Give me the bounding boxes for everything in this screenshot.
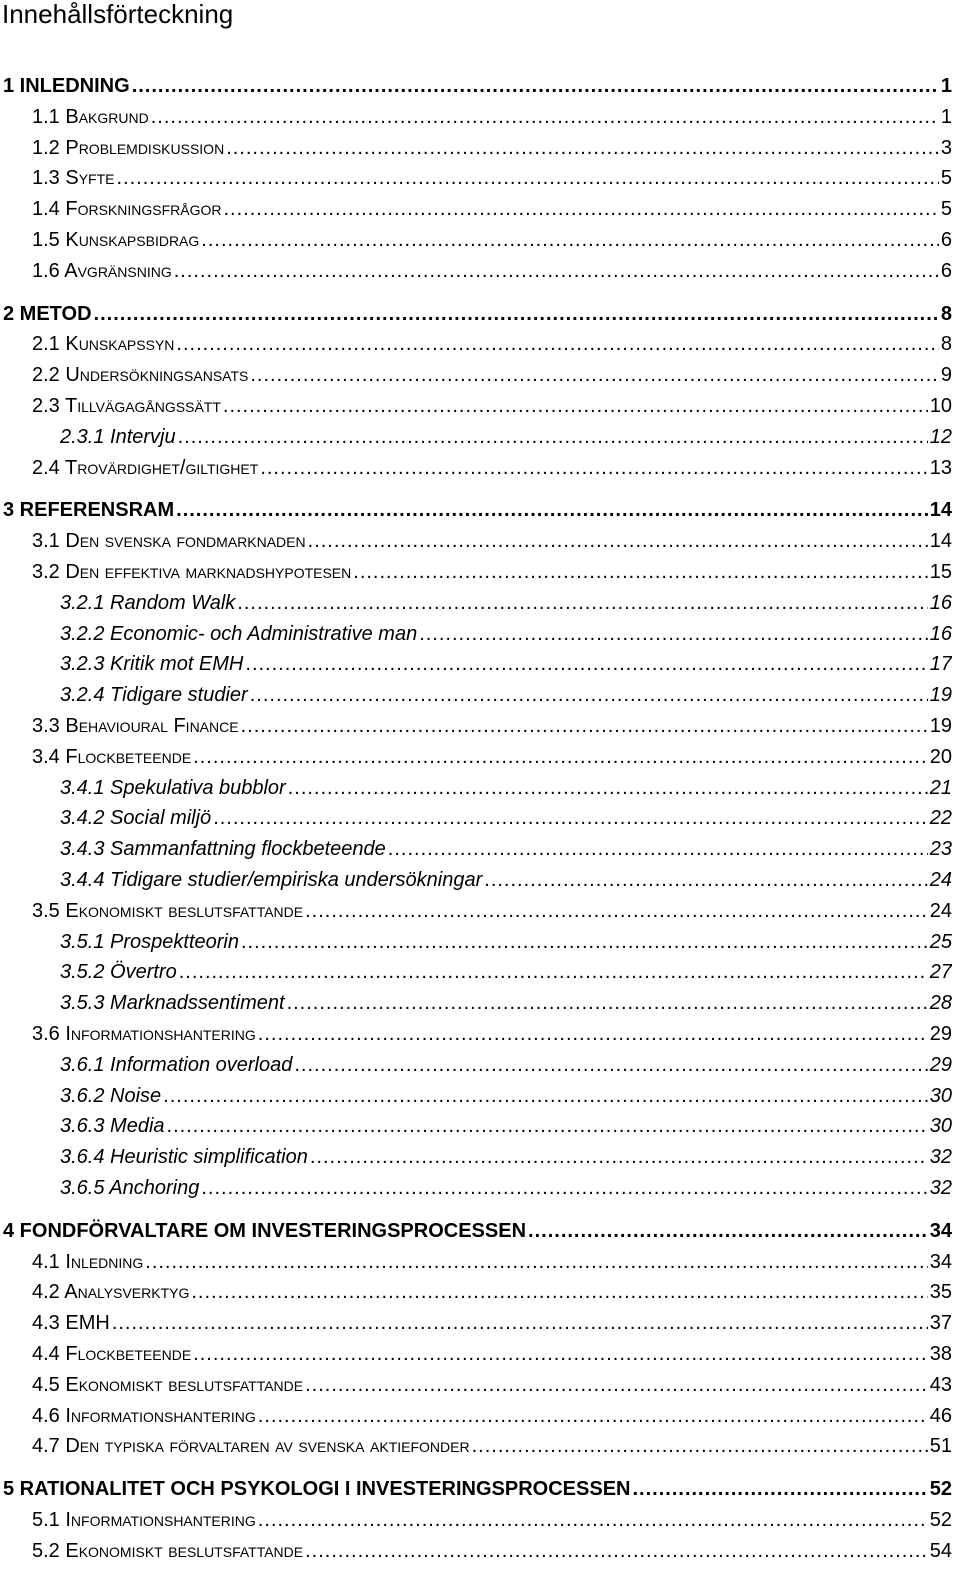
toc-entry[interactable] [0, 1475, 952, 1501]
dot-leader [151, 105, 939, 129]
toc-entry-page-number: 32 [929, 1146, 952, 1169]
toc-entry-page-number: 29 [929, 1023, 952, 1045]
toc-entry[interactable] [0, 496, 952, 522]
toc-entry[interactable] [0, 958, 952, 984]
toc-entry[interactable] [0, 72, 952, 98]
dot-leader [250, 363, 939, 387]
toc-entry-page-number: 52 [929, 1478, 952, 1501]
toc-entry[interactable] [0, 330, 952, 356]
toc-entry[interactable] [0, 897, 952, 923]
toc-entry-page-number: 3 [940, 136, 952, 159]
dot-leader [223, 197, 938, 221]
dot-leader [174, 259, 939, 283]
toc-entry-page-number: 54 [929, 1539, 952, 1562]
toc-entry-page-number: 6 [940, 229, 952, 251]
toc-entry-title: 3.3 Behavioural Finance [32, 715, 239, 737]
dot-leader [484, 868, 927, 892]
dot-leader [305, 899, 928, 923]
toc-entry-title: 4.7 Den typiska förvaltaren av svenska aktiefonder [32, 1435, 470, 1458]
toc-entry[interactable] [0, 226, 952, 252]
toc-entry-title: 5 RATIONALITET OCH PSYKOLOGI I INVESTERINGSPROCESSEN [3, 1478, 631, 1501]
toc-entry-page-number: 22 [929, 807, 952, 830]
toc-entry[interactable] [0, 1278, 952, 1304]
toc-entry-title: 2.4 Trovärdighet/giltighet [32, 456, 259, 479]
toc-entry-page-number: 24 [929, 869, 952, 891]
toc-entry-page-number: 6 [940, 259, 952, 282]
toc-entry-title: 3.4.3 Sammanfattning flockbeteende [60, 838, 386, 861]
page-title: Innehållsförteckning [2, 0, 234, 29]
toc-entry[interactable] [0, 134, 952, 160]
dot-leader [116, 166, 938, 190]
dot-leader [294, 1053, 927, 1077]
toc-entry[interactable] [0, 928, 952, 954]
toc-entry[interactable] [0, 1402, 952, 1428]
toc-entry[interactable] [0, 620, 952, 646]
toc-entry[interactable] [0, 1506, 952, 1532]
toc-entry-page-number: 34 [929, 1250, 952, 1273]
toc-entry-page-number: 9 [940, 364, 952, 387]
dot-leader [472, 1434, 928, 1458]
toc-entry[interactable] [0, 866, 952, 892]
dot-leader [176, 332, 938, 356]
toc-entry-title: 5.1 Informationshantering [32, 1509, 256, 1531]
dot-leader [388, 837, 928, 861]
toc-entry-title: 3.4.4 Tidigare studier/empiriska undersökningar [60, 869, 483, 891]
toc-entry[interactable] [0, 774, 952, 800]
toc-entry[interactable] [0, 257, 952, 283]
dot-leader [353, 560, 927, 584]
dot-leader [226, 136, 939, 160]
toc-entry-page-number: 19 [929, 715, 952, 737]
toc-entry-title: 3.4.2 Social miljö [60, 807, 212, 830]
toc-entry[interactable] [0, 1082, 952, 1108]
toc-entry[interactable] [0, 1432, 952, 1458]
dot-leader [419, 622, 928, 646]
dot-leader [305, 1539, 928, 1563]
toc-entry-title: 3.6.1 Information overload [60, 1053, 293, 1076]
toc-entry-title: 3.4 Flockbeteende [32, 745, 192, 768]
toc-entry-title: 3.6.2 Noise [60, 1084, 162, 1107]
toc-entry-title: 4.2 Analysverktyg [32, 1281, 190, 1304]
toc-entry-page-number: 15 [929, 561, 952, 583]
toc-entry-title: 4.1 Inledning [32, 1250, 144, 1273]
toc-entry[interactable] [0, 1112, 952, 1138]
toc-entry-title: 2 METOD [3, 302, 92, 325]
dot-leader [145, 1250, 927, 1274]
dot-leader [305, 1373, 928, 1397]
toc-entry-title: 3.5.3 Marknadssentiment [60, 992, 285, 1015]
dot-leader [258, 1404, 928, 1428]
toc-entry-title: 3.2.1 Random Walk [60, 591, 236, 614]
toc-entry[interactable] [0, 1340, 952, 1366]
toc-entry-title: 3 REFERENSRAM [3, 499, 175, 522]
toc-entry-page-number: 52 [929, 1509, 952, 1531]
dot-leader [191, 1280, 927, 1304]
toc-entry-page-number: 51 [929, 1435, 952, 1458]
dot-leader [112, 1311, 928, 1335]
toc-entry-title: 3.5.2 Övertro [60, 961, 177, 984]
toc-entry-title: 3.2 Den effektiva marknadshypotesen [32, 561, 352, 583]
toc-entry-page-number: 32 [929, 1177, 952, 1199]
toc-entry[interactable] [0, 743, 952, 769]
toc-entry-title: 3.6.3 Media [60, 1115, 165, 1138]
toc-entry[interactable] [0, 195, 952, 221]
toc-entry[interactable] [0, 1371, 952, 1397]
toc-entry-title: 4.4 Flockbeteende [32, 1343, 192, 1365]
dot-leader [179, 960, 928, 984]
toc-entry-page-number: 25 [929, 930, 952, 953]
dot-leader [167, 1114, 928, 1138]
dot-leader [241, 930, 928, 954]
dot-leader [258, 1022, 928, 1046]
toc-entry-title: 3.4.1 Spekulativa bubblor [60, 776, 286, 799]
dot-leader [288, 776, 928, 800]
dot-leader [245, 652, 927, 676]
toc-entry-page-number: 38 [929, 1343, 952, 1365]
toc-entry-page-number: 24 [929, 899, 952, 922]
toc-entry[interactable] [0, 1020, 952, 1046]
toc-entry-page-number: 46 [929, 1404, 952, 1427]
toc-entry-page-number: 16 [929, 622, 952, 645]
toc-entry[interactable] [0, 1174, 952, 1200]
dot-leader [94, 302, 939, 326]
toc-entry-title: 1.6 Avgränsning [32, 259, 172, 282]
toc-entry-title: 3.1 Den svenska fondmarknaden [32, 530, 306, 553]
dot-leader [241, 714, 928, 738]
toc-entry[interactable] [0, 804, 952, 830]
toc-entry-title: 1.5 Kunskapsbidrag [32, 229, 200, 251]
toc-entry-page-number: 19 [929, 684, 952, 707]
toc-entry[interactable] [0, 527, 952, 553]
toc-entry-title: 3.6 Informationshantering [32, 1023, 256, 1045]
toc-entry[interactable] [0, 681, 952, 707]
toc-entry[interactable] [0, 361, 952, 387]
toc-entry-title: 3.2.2 Economic- och Administrative man [60, 622, 418, 645]
toc-entry-title: 4.5 Ekonomiskt beslutsfattande [32, 1373, 304, 1396]
dot-leader [287, 991, 928, 1015]
toc-entry-page-number: 43 [929, 1373, 952, 1396]
toc-entry-title: 3.2.3 Kritik mot EMH [60, 653, 244, 676]
dot-leader [632, 1477, 927, 1501]
toc-entry-page-number: 10 [929, 395, 952, 417]
dot-leader [308, 529, 928, 553]
toc-entry[interactable] [0, 423, 952, 449]
toc-entry[interactable] [0, 1248, 952, 1274]
toc-entry[interactable] [0, 1143, 952, 1169]
dot-leader [163, 1084, 928, 1108]
dot-leader [260, 456, 927, 480]
toc-entry-page-number: 8 [940, 333, 952, 356]
toc-entry[interactable] [0, 103, 952, 129]
toc-entry[interactable] [0, 164, 952, 190]
toc-entry-page-number: 8 [940, 302, 952, 325]
toc-entry-page-number: 5 [940, 167, 952, 190]
toc-entry-page-number: 20 [929, 745, 952, 768]
toc-entry-title: 3.2.4 Tidigare studier [60, 684, 248, 707]
toc-entry-page-number: 1 [940, 105, 952, 128]
toc-entry-page-number: 35 [929, 1281, 952, 1304]
toc-entry[interactable] [0, 589, 952, 615]
toc-entry-title: 3.6.4 Heuristic simplification [60, 1146, 308, 1169]
toc-entry-page-number: 30 [929, 1084, 952, 1107]
toc-entry[interactable] [0, 558, 952, 584]
toc-entry[interactable] [0, 454, 952, 480]
toc-entry-title: 1.4 Forskningsfrågor [32, 198, 222, 221]
toc-entry-title: 1 INLEDNING [3, 75, 130, 97]
toc-entry-page-number: 14 [929, 530, 952, 553]
toc-entry[interactable] [0, 650, 952, 676]
toc-entry-title: 2.3 Tillvägagångssätt [32, 395, 221, 417]
dot-leader [237, 591, 927, 615]
toc-entry[interactable] [0, 1217, 952, 1243]
dot-leader [250, 683, 928, 707]
toc-entry-page-number: 17 [929, 653, 952, 676]
dot-leader [193, 1342, 928, 1366]
dot-leader [201, 228, 939, 252]
toc-entry[interactable] [0, 1309, 952, 1335]
dot-leader [223, 394, 928, 418]
toc-entry-page-number: 13 [929, 456, 952, 479]
toc-entry[interactable] [0, 392, 952, 418]
dot-leader [132, 74, 939, 98]
toc-entry-page-number: 29 [929, 1053, 952, 1076]
toc-entry[interactable] [0, 712, 952, 738]
toc-entry-title: 2.3.1 Intervju [60, 425, 176, 448]
toc-entry-title: 1.2 Problemdiskussion [32, 136, 225, 159]
dot-leader [201, 1176, 927, 1200]
toc-entry-title: 4 FONDFÖRVALTARE OM INVESTERINGSPROCESSEN [3, 1219, 527, 1242]
toc-entry-title: 2.1 Kunskapssyn [32, 333, 175, 356]
toc-entry-title: 3.5 Ekonomiskt beslutsfattande [32, 899, 304, 922]
toc-entry-page-number: 16 [929, 591, 952, 614]
toc-entry-title: 1.1 Bakgrund [32, 105, 149, 128]
toc-entry-page-number: 1 [940, 75, 952, 97]
toc-entry-page-number: 21 [929, 776, 952, 799]
toc-entry[interactable] [0, 835, 952, 861]
toc-entry-page-number: 37 [929, 1312, 952, 1335]
toc-entry-page-number: 27 [929, 961, 952, 984]
toc-entry-page-number: 14 [929, 499, 952, 522]
toc-entry-title: 3.6.5 Anchoring [60, 1177, 200, 1199]
toc-entry-page-number: 5 [940, 198, 952, 221]
toc-entry-title: 4.3 EMH [32, 1312, 110, 1335]
toc-entry-title: 1.3 Syfte [32, 167, 115, 190]
dot-leader [178, 425, 928, 449]
dot-leader [528, 1219, 928, 1243]
toc-entry-page-number: 12 [929, 425, 952, 448]
dot-leader [310, 1145, 928, 1169]
toc-entry[interactable] [0, 989, 952, 1015]
dot-leader [213, 806, 928, 830]
toc-entry[interactable] [0, 1537, 952, 1563]
dot-leader [258, 1508, 928, 1532]
toc-entry-page-number: 34 [929, 1219, 952, 1242]
toc-entry-page-number: 28 [929, 992, 952, 1015]
toc-entry-page-number: 30 [929, 1115, 952, 1138]
toc-entry-page-number: 23 [929, 838, 952, 861]
dot-leader [193, 745, 928, 769]
toc-entry[interactable] [0, 1051, 952, 1077]
toc-entry[interactable] [0, 300, 952, 326]
toc-entry-title: 3.5.1 Prospektteorin [60, 930, 239, 953]
toc-entry-title: 4.6 Informationshantering [32, 1404, 256, 1427]
toc-entry-title: 2.2 Undersökningsansats [32, 364, 249, 387]
dot-leader [176, 498, 928, 522]
toc-entry-title: 5.2 Ekonomiskt beslutsfattande [32, 1539, 304, 1562]
